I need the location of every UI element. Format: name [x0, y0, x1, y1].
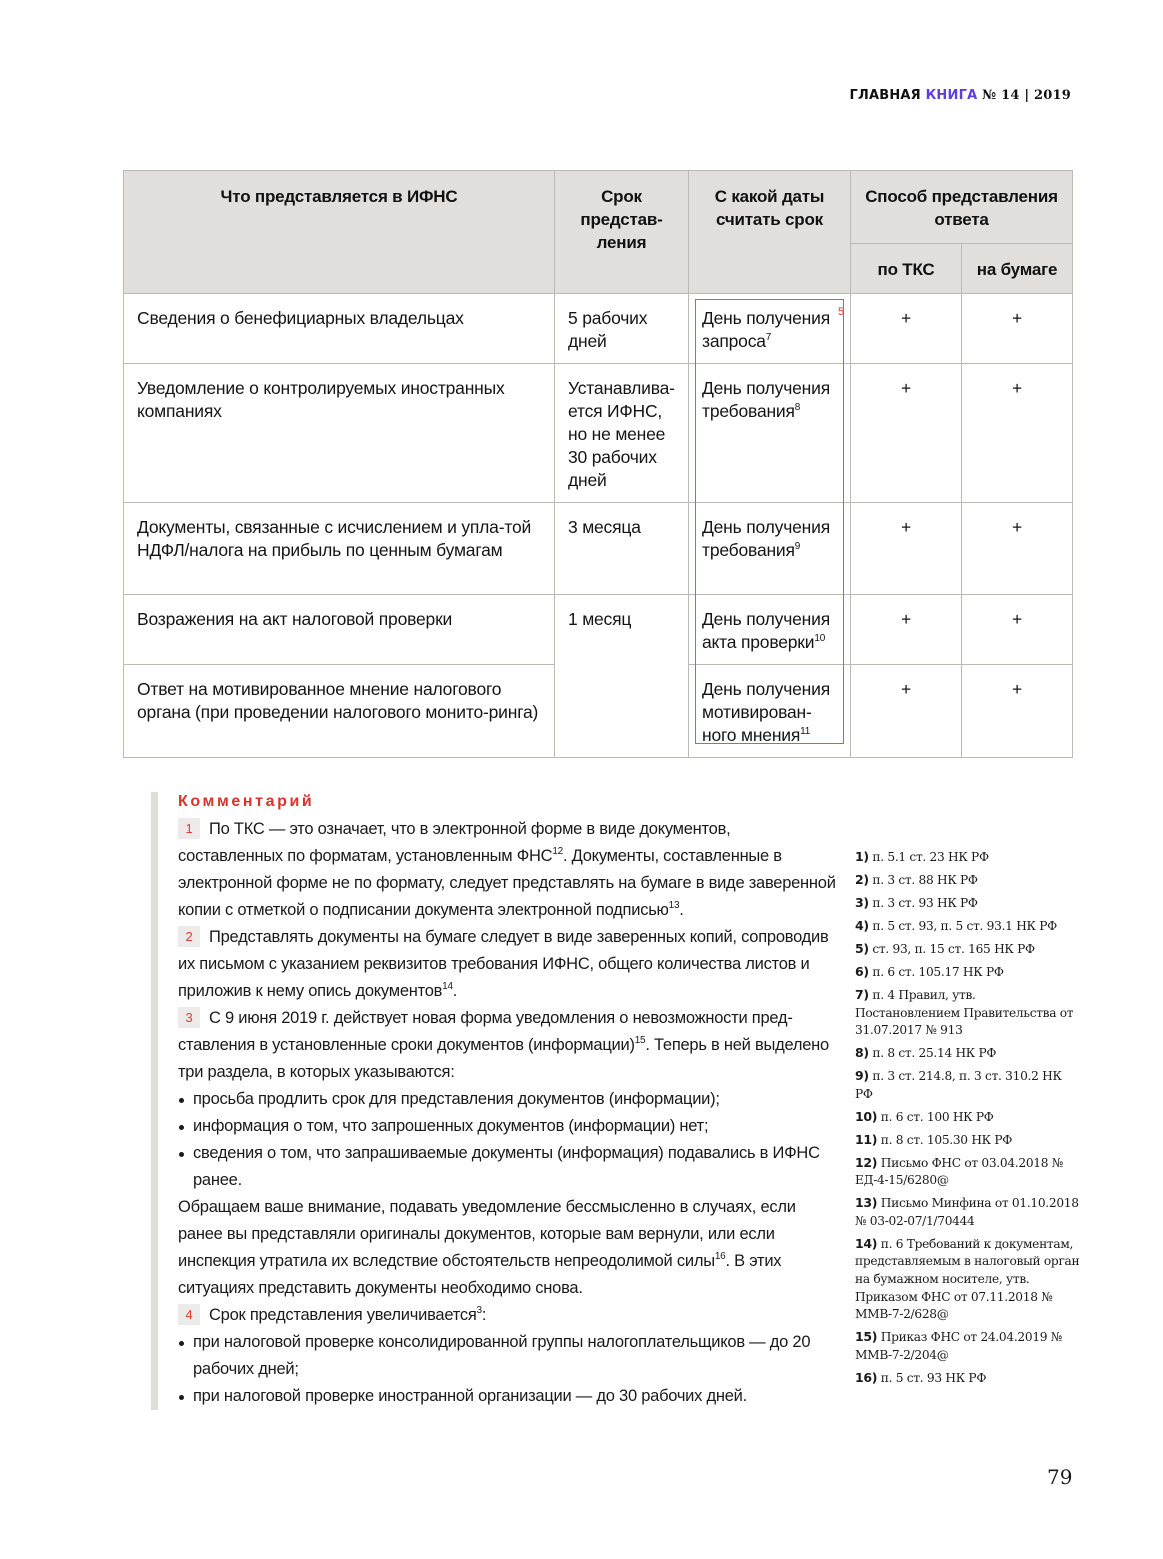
list-item: при налоговой проверке иностранной организации — до 30 рабочих дней. [178, 1383, 838, 1410]
cell-paper: + [962, 595, 1073, 665]
item-number-badge: 3 [178, 1007, 200, 1028]
cell-what: Возражения на акт налоговой проверки [124, 595, 555, 665]
deadlines-table [123, 170, 1073, 758]
footnote: 12) Письмо ФНС от 03.04.2018 № ЕД-4-15/6280@ [855, 1154, 1063, 1188]
footnote: 7) п. 4 Правил, утв. Постановлением Правительства от 31.07.2017 № 913 [855, 986, 1074, 1038]
comment-item-3: 3 С 9 июня 2019 г. действует новая форма уведомления о невозможности пред-ставления в установленные сроки документов (информации)$^{15}$. Теперь в ней выделено три раздела, в которых указываются: [178, 1009, 829, 1081]
item-number-badge: 2 [178, 926, 200, 947]
cell-paper: + [962, 665, 1073, 758]
list-item: информация о том, что запрошенных документов (информации) нет; [178, 1113, 838, 1140]
footnote: 13) Письмо Минфина от 01.10.2018 № 03-02-07/1/70444 [855, 1195, 1079, 1228]
cell-tks: + [851, 595, 962, 665]
header-method-paper: на бумаге [962, 244, 1073, 294]
table-row [124, 503, 1073, 595]
brand-accent: КНИГА [925, 88, 978, 103]
list-item: при налоговой проверке консолидированной группы налогоплательщиков — до 20 рабочих дней; [178, 1329, 838, 1383]
header-from-date: С какой даты считать срок [689, 171, 851, 294]
list-item: просьба продлить срок для представления документов (информации); [178, 1086, 838, 1113]
footnote: 15) Приказ ФНС от 24.04.2019 № ММВ-7-2/204@ [855, 1329, 1063, 1362]
footnote-ref: 10 [814, 633, 826, 644]
cell-deadline: 3 месяца [555, 503, 689, 595]
header-deadline: Срок представ-ления [555, 171, 689, 294]
issue-number: № 14 | 2019 [982, 88, 1071, 103]
cell-what: Уведомление о контролируемых иностранных компаниях [124, 364, 555, 503]
cell-deadline: Устанавлива-ется ИФНС, но не менее 30 рабочих дней [555, 364, 689, 503]
header-method-tks: по ТКС [851, 244, 962, 294]
cell-tks: + [851, 503, 962, 595]
cell-from-date: День получения запроса$^7$ [689, 294, 851, 364]
footnote: 6) п. 6 ст. 105.17 НК РФ [855, 963, 1004, 979]
cell-deadline: 1 месяц [555, 595, 689, 758]
footnote-ref: 7 [765, 332, 772, 343]
comment-item-4-list [178, 1329, 838, 1410]
cell-what: Сведения о бенефициарных владельцах [124, 294, 555, 364]
header-what: Что представляется в ИФНС [124, 171, 555, 294]
footnote-ref: 3 [476, 1305, 482, 1316]
cell-paper: + [962, 364, 1073, 503]
footnote-ref: 12 [552, 846, 563, 857]
cell-from-date: День получения требования$^9$ [689, 503, 851, 595]
footnote: 2) п. 3 ст. 88 НК РФ [855, 871, 978, 887]
cell-what: Ответ на мотивированное мнение налогового органа (при проведении налогового монито-ринга) [124, 665, 555, 758]
footnote-ref: 15 [634, 1035, 646, 1046]
cell-what: Документы, связанные с исчислением и упла-той НДФЛ/налога на прибыль по ценным бумагам [124, 503, 555, 595]
footnote: 4) п. 5 ст. 93, п. 5 ст. 93.1 НК РФ [855, 917, 1057, 933]
cell-paper: + [962, 503, 1073, 595]
footnote-ref: 16 [714, 1251, 726, 1262]
footnote: 8) п. 8 ст. 25.14 НК РФ [855, 1045, 997, 1061]
footnote: 9) п. 3 ст. 214.8, п. 3 ст. 310.2 НК РФ [855, 1068, 1062, 1101]
table-row [124, 294, 1073, 364]
footnote: 11) п. 8 ст. 105.30 НК РФ [855, 1131, 1013, 1147]
cell-paper: + [962, 294, 1073, 364]
masthead [849, 88, 1071, 103]
footnote: 5) ст. 93, п. 15 ст. 165 НК РФ [855, 940, 1035, 956]
footnote-ref: 13 [668, 900, 680, 911]
comment-title: Комментарий [178, 793, 315, 810]
footnotes [855, 848, 1080, 1392]
cell-from-date: День получения акта проверки$^{10}$ [689, 595, 851, 665]
comment-item-3-note: Обращаем ваше внимание, подавать уведомление бессмысленно в случаях, если ранее вы представляли оригиналы документов, которые вам вернули, или если инспекция утратила их вследствие обстоятельств непреодолимой силы$^{16}$. В этих ситуациях представить документы необходимо снова. [178, 1198, 796, 1297]
footnote-ref: 14 [442, 981, 453, 992]
footnote: 3) п. 3 ст. 93 НК РФ [855, 894, 978, 910]
footnote-ref: 9 [794, 541, 801, 552]
footnote: 14) п. 6 Требований к документам, представляемым в налоговый орган на бумажном носителе, утв. Приказом ФНС от 07.11.2018 № ММВ-7-2/628@ [855, 1235, 1080, 1322]
comment-item-4: 4 Срок представления увеличивается$^3$: [178, 1302, 838, 1329]
item-number-badge: 4 [178, 1304, 200, 1325]
cell-from-date: День получения требования$^8$ [689, 364, 851, 503]
comment-item-2: 2 Представлять документы на бумаге следует в виде заверенных копий, сопроводив их письмом с указанием реквизитов требования ИФНС, общего количества листов и приложив к нему опись документов$^{14}$. [178, 928, 829, 1000]
brand-name: ГЛАВНАЯ [849, 88, 921, 103]
page-number: 79 [1047, 1465, 1073, 1489]
highlight-marker: 5 [838, 306, 845, 318]
item-number-badge: 1 [178, 818, 200, 839]
table-row [124, 364, 1073, 503]
footnote-ref: 8 [794, 402, 801, 413]
footnote: 1) п. 5.1 ст. 23 НК РФ [855, 849, 989, 864]
comment-item-1: 1 По ТКС — это означает, что в электронной форме в виде документов, составленных по форматам, установленным ФНС$^{12}$. Документы, составленные в электронной форме не по формату, следует представлять на бумаге в виде заверенной копии с отметкой о подписании документа электронной подписью$^{13}$. [178, 820, 836, 919]
comment-block [151, 792, 838, 1410]
cell-tks: + [851, 665, 962, 758]
cell-tks: + [851, 294, 962, 364]
cell-from-date: День получения мотивирован-ного мнения$^{11}$ [689, 665, 851, 758]
header-method: Способ представления ответа [851, 171, 1073, 244]
comment-item-3-list [178, 1086, 838, 1194]
table-row [124, 595, 1073, 665]
cell-deadline: 5 рабочих дней [555, 294, 689, 364]
cell-tks: + [851, 364, 962, 503]
footnote-ref: 11 [800, 726, 811, 737]
list-item: сведения о том, что запрашиваемые документы (информация) подавались в ИФНС ранее. [178, 1140, 838, 1194]
footnote: 16) п. 5 ст. 93 НК РФ [855, 1369, 987, 1385]
footnote: 10) п. 6 ст. 100 НК РФ [855, 1108, 994, 1124]
